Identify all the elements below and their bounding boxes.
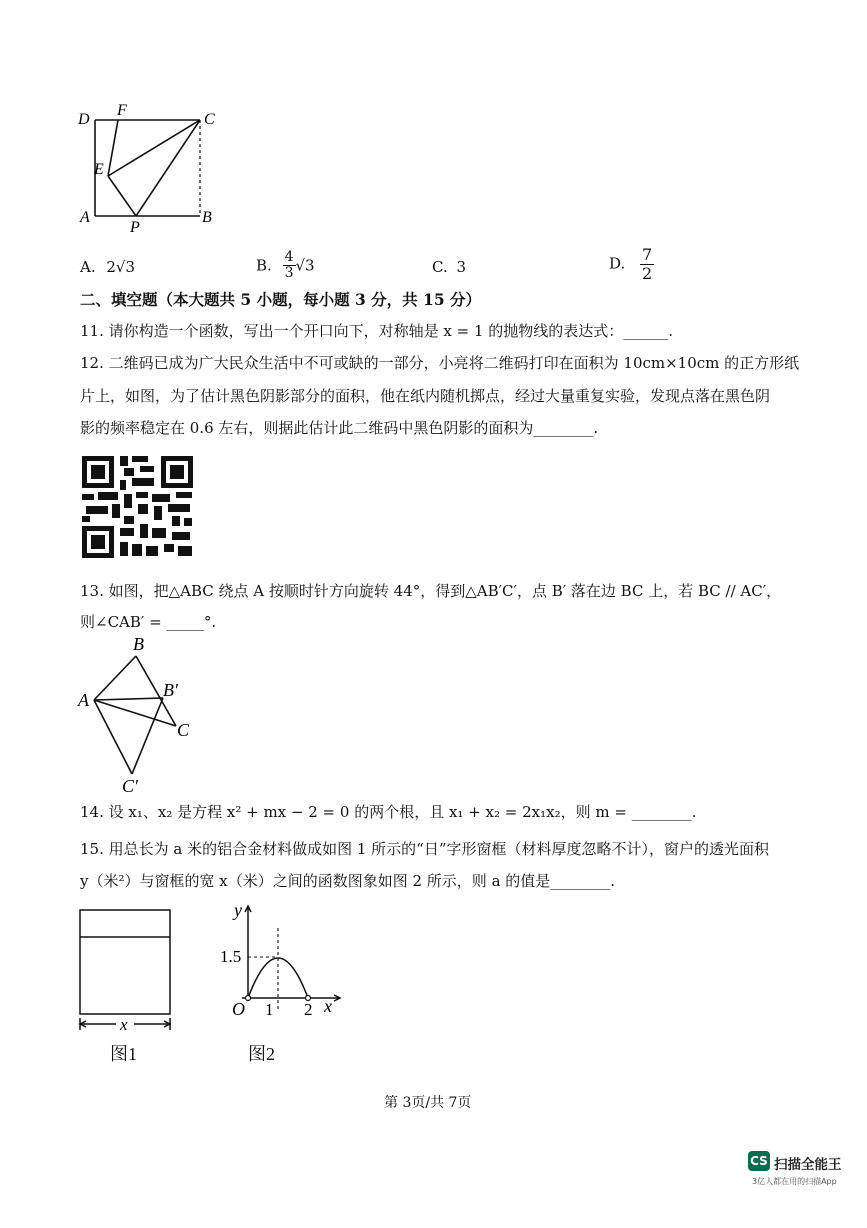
- camscanner-badge: CS: [748, 1151, 770, 1171]
- point-label-P: P: [130, 219, 140, 236]
- figure-2-caption: 图2: [248, 1044, 275, 1064]
- graph-x-axis-label: x: [324, 996, 332, 1016]
- point-label-B: B: [202, 209, 212, 226]
- question-12-line-3: 影的频率稳定在 0.6 左右，则据此估计此二维码中黑色阴影的面积为________.: [80, 419, 599, 437]
- q15-figure-2-graph: [210, 898, 350, 1028]
- question-11: 11. 请你构造一个函数，写出一个开口向下，对称轴是 x = 1 的抛物线的表达式：______.: [80, 322, 674, 340]
- q10-option-a: A. 2√3: [80, 258, 136, 276]
- point-label-D: D: [78, 111, 90, 128]
- q10-square-figure: [70, 98, 230, 238]
- fraction-seven-halves: $\frac{7}{2}$: [642, 245, 653, 283]
- question-14: 14. 设 x₁、x₂ 是方程 x² + mx − 2 = 0 的两个根，且 x₁ + x₂ = 2x₁x₂，则 m = ________.: [80, 803, 697, 821]
- point-label-B-prime: B′: [163, 680, 178, 700]
- figure-1-caption: 图1: [110, 1044, 137, 1064]
- graph-y-tick-label: 1.5: [220, 947, 242, 966]
- question-15-line-1: 15. 用总长为 a 米的铝合金材料做成如图 1 所示的“日”字形窗框（材料厚度忽略不计），窗户的透光面积: [80, 840, 770, 858]
- section-2-heading: 二、填空题（本大题共 5 小题，每小题 3 分，共 15 分）: [80, 290, 482, 309]
- graph-y-axis-label: y: [234, 900, 242, 920]
- q10-option-b: B. $\frac{4}{3}$ √3: [256, 249, 315, 282]
- camscanner-name: 扫描全能王: [774, 1157, 842, 1173]
- point-label-C-prime: C′: [122, 776, 138, 794]
- point-label-C: C: [177, 720, 190, 740]
- question-13-line-1: 13. 如图，把△ABC 绕点 A 按顺时针方向旋转 44°，得到△AB′C′，点 B′ 落在边 BC 上，若 BC // AC′，: [80, 582, 782, 600]
- graph-x-tick-1: 1: [265, 1000, 274, 1019]
- point-label-E: E: [94, 161, 104, 178]
- point-label-A: A: [78, 690, 89, 710]
- page-footer: 第 3页/共 7页: [384, 1095, 472, 1111]
- question-12-line-2: 片上，如图，为了估计黑色阴影部分的面积，他在纸内随机掷点，经过大量重复实验，发现点落在黑色阴: [80, 387, 771, 405]
- graph-origin-label: O: [232, 999, 245, 1019]
- point-label-C: C: [204, 111, 215, 128]
- question-12-line-1: 12. 二维码已成为广大民众生活中不可或缺的一部分，小亮将二维码打印在面积为 10cm×10cm 的正方形纸: [80, 354, 800, 372]
- q13-rotation-figure: [72, 632, 212, 794]
- q10-option-c: C. 3: [432, 258, 467, 276]
- q10-option-d: D. $\frac{7}{2}$: [609, 245, 653, 283]
- point-label-A: A: [80, 209, 90, 226]
- fraction-four-thirds: $\frac{4}{3}$: [284, 249, 294, 282]
- point-label-B: B: [133, 634, 144, 654]
- qr-code-image: [80, 454, 195, 560]
- camscanner-tagline: 3亿人都在用的扫描App: [752, 1177, 837, 1186]
- graph-x-tick-2: 2: [304, 1000, 313, 1019]
- window-width-label: x: [120, 1015, 128, 1034]
- question-15-line-2: y（米²）与窗框的宽 x（米）之间的函数图象如图 2 所示，则 a 的值是________.: [80, 872, 616, 890]
- question-13-line-2: 则∠CAB′ = _____°.: [80, 613, 217, 631]
- point-label-F: F: [117, 102, 127, 119]
- q15-figure-1-window: [76, 906, 176, 1036]
